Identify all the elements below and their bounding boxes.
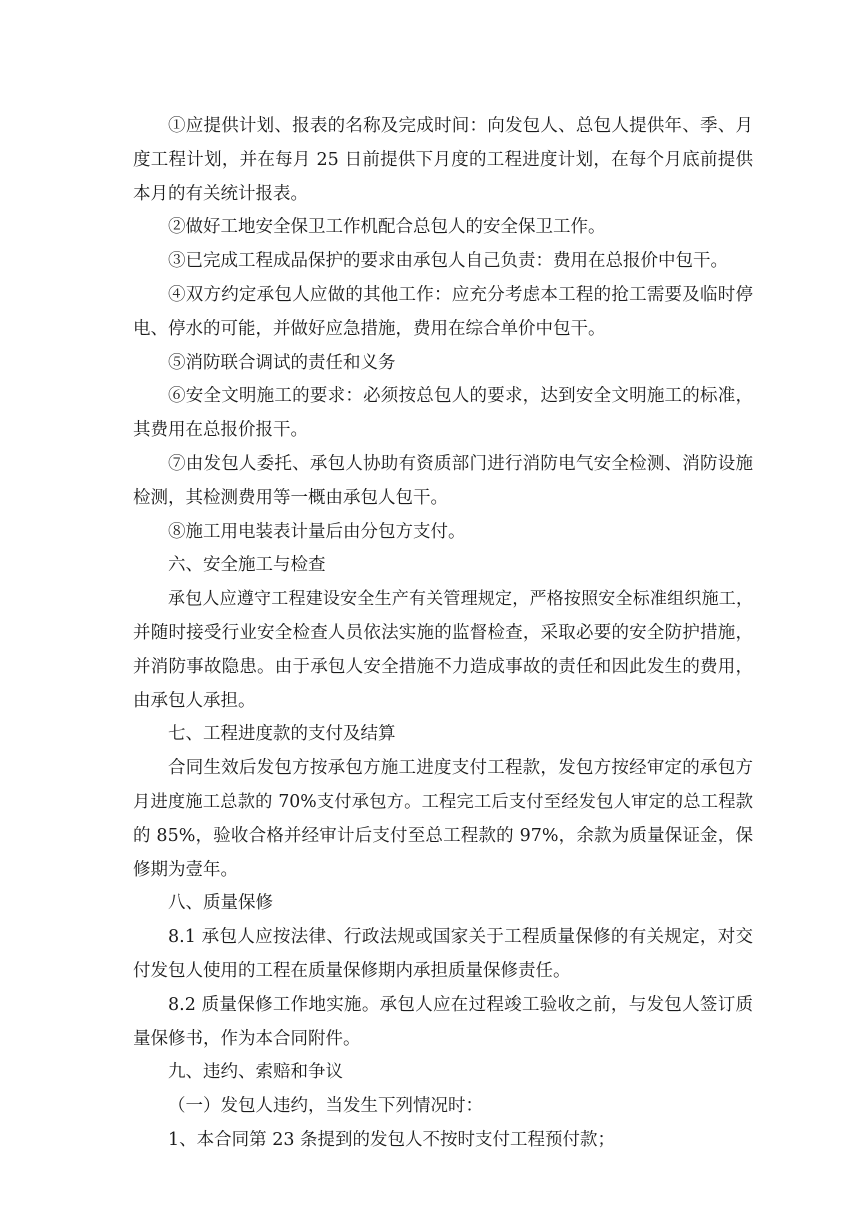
text-line-2: 度工程计划，并在每月 25 日前提供下月度的工程进度计划，在每个月底前提供 xyxy=(133,149,753,170)
text-line-7: 电、停水的可能，并做好应急措施，费用在综合单价中包干。 xyxy=(133,318,606,339)
document-body xyxy=(133,110,753,1158)
text-line-20: 合同生效后发包方按承包方施工进度支付工程款，发包方按经审定的承包方 xyxy=(168,758,753,779)
text-line-6: ④双方约定承包人应做的其他工作：应充分考虑本工程的抢工需要及临时停 xyxy=(168,284,753,305)
text-line-16: 并随时接受行业安全检查人员依法实施的监督检查，采取必要的安全防护措施， xyxy=(133,622,753,643)
text-line-5: ③已完成工程成品保护的要求由承包人自己负责：费用在总报价中包干。 xyxy=(168,251,728,272)
section-heading-6: 六、安全施工与检查 xyxy=(168,555,326,576)
text-line-27: 8.2 质量保修工作地实施。承包人应在过程竣工验收之前，与发包人签订质 xyxy=(168,994,753,1015)
text-line-11: ⑦由发包人委托、承包人协助有资质部门进行消防电气安全检测、消防设施 xyxy=(168,453,753,474)
text-line-4: ②做好工地安全保卫工作机配合总包人的安全保卫工作。 xyxy=(168,217,606,238)
section-heading-7: 七、工程进度款的支付及结算 xyxy=(168,724,396,745)
text-line-28: 量保修书，作为本合同附件。 xyxy=(133,1028,361,1049)
section-heading-8: 八、质量保修 xyxy=(168,893,273,914)
text-line-13: ⑧施工用电装表计量后由分包方支付。 xyxy=(168,521,466,542)
text-line-18: 由承包人承担。 xyxy=(133,690,256,711)
text-line-22: 的 85%，验收合格并经审计后支付至总工程款的 97%，余款为质量保证金，保 xyxy=(133,825,753,846)
text-line-26: 付发包人使用的工程在质量保修期内承担质量保修责任。 xyxy=(133,960,571,981)
text-line-10: 其费用在总报价报干。 xyxy=(133,420,308,441)
text-line-8: ⑤消防联合调试的责任和义务 xyxy=(168,352,396,373)
text-line-17: 并消防事故隐患。由于承包人安全措施不力造成事故的责任和因此发生的费用， xyxy=(133,656,753,677)
text-line-31: 1、本合同第 23 条提到的发包人不按时支付工程预付款； xyxy=(168,1129,616,1150)
text-line-12: 检测，其检测费用等一概由承包人包干。 xyxy=(133,487,448,508)
text-line-25: 8.1 承包人应按法律、行政法规或国家关于工程质量保修的有关规定，对交 xyxy=(168,927,753,948)
text-line-30: （一）发包人违约，当发生下列情况时： xyxy=(168,1096,483,1117)
text-line-1: ①应提供计划、报表的名称及完成时间：向发包人、总包人提供年、季、月 xyxy=(168,116,753,136)
text-line-9: ⑥安全文明施工的要求：必须按总包人的要求，达到安全文明施工的标准， xyxy=(168,386,753,407)
text-line-3: 本月的有关统计报表。 xyxy=(133,183,308,204)
text-line-15: 承包人应遵守工程建设安全生产有关管理规定，严格按照安全标准组织施工， xyxy=(168,589,753,610)
text-line-21: 月进度施工总款的 70%支付承包方。工程完工后支付至经发包人审定的总工程款 xyxy=(133,791,753,812)
section-heading-9: 九、违约、索赔和争议 xyxy=(168,1062,343,1083)
text-line-23: 修期为壹年。 xyxy=(133,859,238,880)
